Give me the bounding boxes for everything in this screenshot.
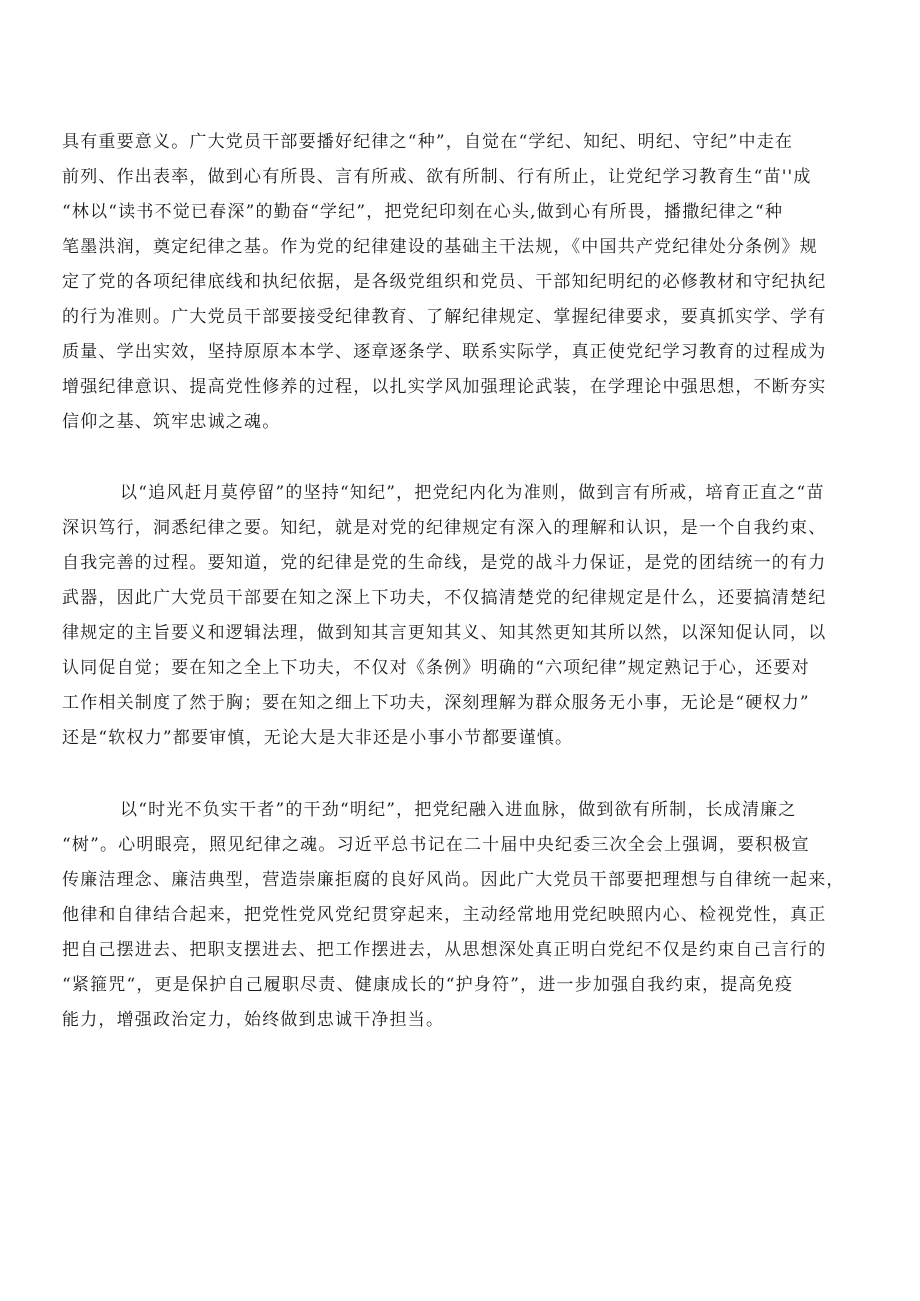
text-line: 自我完善的过程。要知道，党的纪律是党的生命线，是党的战斗力保证，是党的团结统一的有力 (62, 553, 827, 573)
text-line: 以“时光不负实干者”的干劲“明纪”，把党纪融入进血脉，做到欲有所制，长成清廉之 (120, 800, 797, 820)
text-line: 以“追风赶月莫停留”的坚持“知纪”，把党纪内化为准则，做到言有所戒，培育正直之“苗 (120, 483, 825, 503)
text-line: 的行为准则。广大党员干部要接受纪律教育、了解纪律规定、掌握纪律要求，要真抓实学、学有 (62, 307, 827, 327)
text-line: 深识笃行，洞悉纪律之要。知纪，就是对党的纪律规定有深入的理解和认识，是一个自我约束、 (62, 518, 827, 538)
text-line: “树”。心明眼亮，照见纪律之魂。习近平总书记在二十届中央纪委三次全会上强调，要积极宣 (62, 835, 810, 855)
text-line: 把自己摆进去、把职支摆进去、把工作摆进去，从思想深处真正明白党纪不仅是约束自己言行的 (62, 940, 827, 960)
text-line: 工作相关制度了然于胸；要在知之细上下功夫，深刻理解为群众服务无小事，无论是“硬权力” (62, 693, 810, 713)
text-line: 质量、学出实效，坚持原原本本学、逐章逐条学、联系实际学，真正使党纪学习教育的过程成为 (62, 342, 827, 362)
text-line: 笔墨洪润，奠定纪律之基。作为党的纪律建设的基础主干法规，《中国共产党纪律处分条例》规 (62, 237, 818, 257)
text-line: 认同促自觉；要在知之全上下功夫，不仅对《条例》明确的“六项纪律”规定熟记于心，还要对 (62, 658, 810, 678)
text-line: 信仰之基、筑牢忠诚之魂。 (62, 412, 281, 432)
text-line: 律规定的主旨要义和逻辑法理，做到知其言更知其义、知其然更知其所以然，以深知促认同，以 (62, 623, 827, 643)
text-line: “林以“读书不觉已春深”的勤奋“学纪”，把党纪印刻在心头,做到心有所畏，播撒纪律之“种 (62, 202, 784, 222)
text-line: 还是“软权力”都要审慎，无论大是大非还是小事小节都要谨慎。 (62, 728, 574, 748)
text-line: 传廉洁理念、廉洁典型，营造崇廉拒腐的良好风尚。因此广大党员干部要把理想与自律统一起来， (62, 870, 845, 890)
text-line: 具有重要意义。广大党员干部要播好纪律之“种”，自觉在“学纪、知纪、明纪、守纪”中走在 (62, 132, 794, 152)
text-line: 他律和自律结合起来，把党性党风党纪贯穿起来，主动经常地用党纪映照内心、检视党性，真正 (62, 905, 827, 925)
text-line: 能力，增强政治定力，始终做到忠诚干净担当。 (62, 1010, 445, 1030)
text-line: 前列、作出表率，做到心有所畏、言有所戒、欲有所制、行有所止，让党纪学习教育生“苗''成 (62, 167, 812, 187)
text-line: 武器，因此广大党员干部要在知之深上下功夫，不仅搞清楚党的纪律规定是什么，还要搞清楚纪 (62, 588, 827, 608)
text-line: 定了党的各项纪律底线和执纪依据，是各级党组织和党员、干部知纪明纪的必修教材和守纪执纪 (62, 272, 827, 292)
text-line: “紧箍咒“，更是保护自己履职尽责、健康成长的“护身符”，进一步加强自我约束，提高免疫 (62, 975, 794, 995)
text-line: 增强纪律意识、提高党性修养的过程，以扎实学风加强理论武装，在学理论中强思想，不断夯实 (62, 377, 827, 397)
